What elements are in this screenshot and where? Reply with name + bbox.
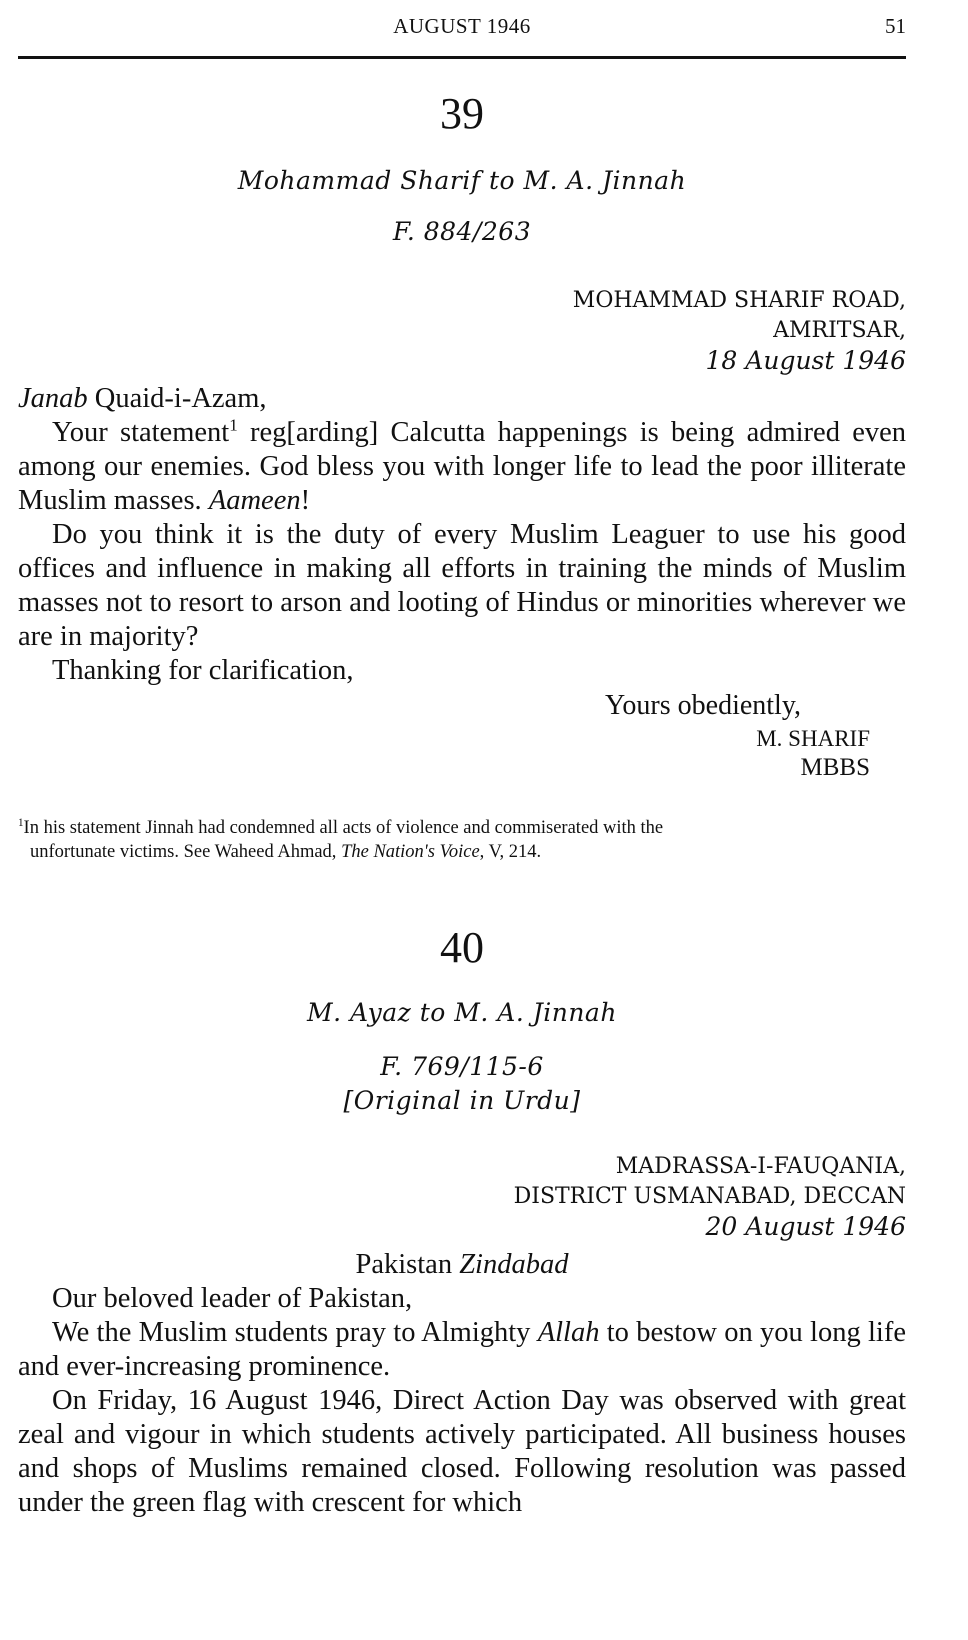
sender-address-39 bbox=[573, 286, 906, 376]
document-heading-40: M. Ayaz to M. A. Jinnah bbox=[307, 998, 617, 1027]
paragraph: We the Muslim students pray to Almighty Allah to bestow on you long life and ever-increasing prominence. bbox=[18, 1317, 906, 1382]
letter-body-39 bbox=[18, 382, 906, 688]
signature-name: M. SHARIF bbox=[756, 726, 870, 751]
footnote-reference: 1 bbox=[229, 415, 238, 435]
footnote bbox=[18, 816, 906, 864]
complimentary-close: Yours obediently, bbox=[605, 690, 802, 721]
salutation: Janab Quaid-i-Azam, bbox=[18, 383, 267, 414]
letter-date: 20 August 1946 bbox=[705, 1212, 906, 1241]
document-number-40: 40 bbox=[440, 923, 484, 972]
address-line: AMRITSAR, bbox=[773, 318, 906, 343]
paragraph: Thanking for clarification, bbox=[52, 655, 354, 686]
signature-degree: MBBS bbox=[800, 754, 870, 781]
paragraph: Do you think it is the duty of every Muslim Leaguer to use his good offices and influence in making all efforts in training the minds of Muslim masses not to resort to arson and looting of Hindus or minorities wherever we are in majority? bbox=[18, 519, 906, 652]
running-header bbox=[18, 14, 906, 44]
salutation: Our beloved leader of Pakistan, bbox=[52, 1283, 413, 1314]
letter-date: 18 August 1946 bbox=[705, 346, 906, 375]
sender-address-40 bbox=[514, 1152, 906, 1242]
address-line: DISTRICT USMANABAD, DECCAN bbox=[513, 1184, 906, 1209]
letter-body-40 bbox=[18, 1248, 906, 1520]
document-heading-39: Mohammad Sharif to M. A. Jinnah bbox=[237, 166, 687, 195]
page-number: 51 bbox=[885, 14, 906, 38]
file-reference-40: F. 769/115-6 bbox=[380, 1052, 544, 1081]
file-reference-39: F. 884/263 bbox=[392, 217, 532, 246]
paragraph: Your statement$^1$ reg[arding] Calcutta happenings is being admired even among our enemies. God bless you with longer life to lead the poor illiterate Muslim masses. Aameen! bbox=[18, 415, 906, 516]
address-line: MADRASSA-I-FAUQANIA, bbox=[615, 1154, 906, 1179]
original-language-note: [Original in Urdu] bbox=[343, 1086, 581, 1115]
footnote-line: unfortunate victims. See Waheed Ahmad, The Nation's Voice, V, 214. bbox=[30, 842, 542, 862]
paragraph: On Friday, 16 August 1946, Direct Action Day was observed with great zeal and vigour in which students actively participated. All business houses and shops of Muslims remained closed. Following resolution was passed under the green flag with crescent for which bbox=[18, 1385, 906, 1518]
footnote-line: $^1$In his statement Jinnah had condemned all acts of violence and commiserated with the bbox=[18, 816, 664, 838]
footnote-mark: 1 bbox=[18, 816, 24, 829]
cited-work: The Nation's Voice bbox=[341, 842, 480, 862]
header-title: AUGUST 1946 bbox=[393, 14, 531, 38]
address-line: MOHAMMAD SHARIF ROAD, bbox=[572, 288, 906, 313]
document-number-39: 39 bbox=[440, 89, 484, 138]
slogan: Pakistan Zindabad bbox=[355, 1249, 569, 1280]
header-rule bbox=[18, 56, 906, 59]
